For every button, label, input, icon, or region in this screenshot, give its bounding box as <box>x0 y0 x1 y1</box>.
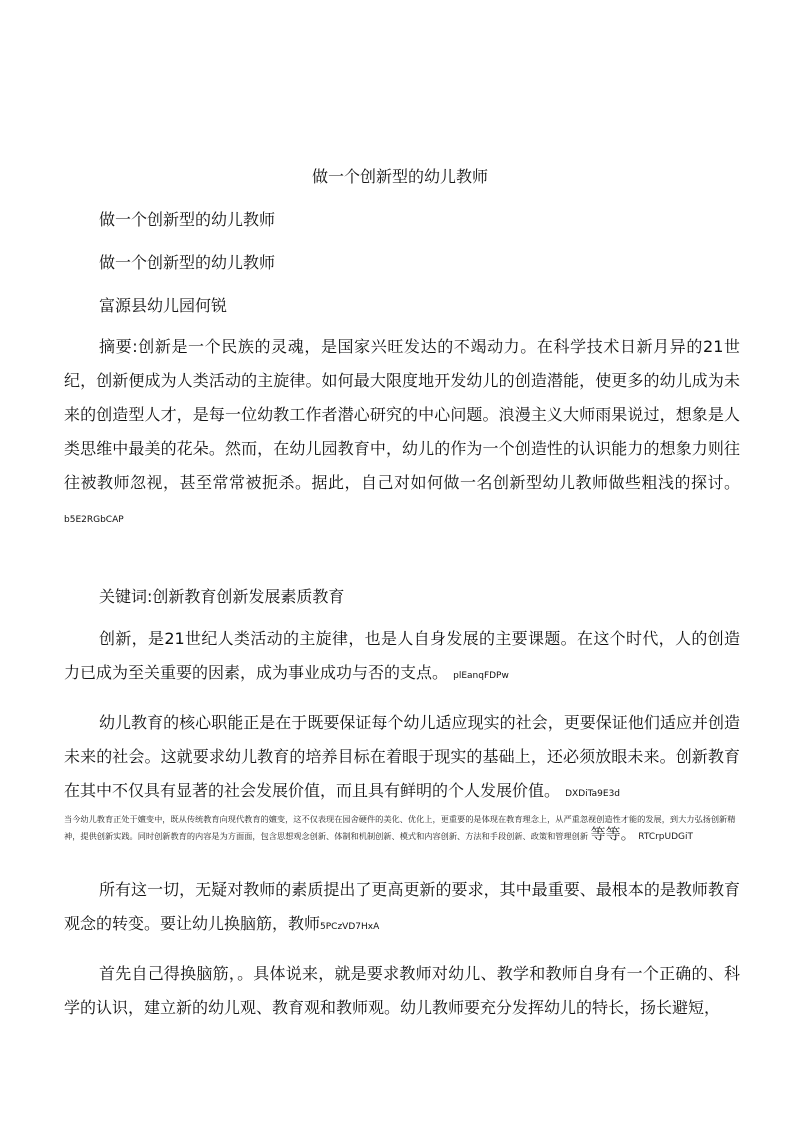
paragraph-4-text: 首先自己得换脑筋，。具体说来，就是要求教师对幼儿、教学和教师自身有一个正确的、科学的认识，建立新的幼儿观、教育观和教师观。幼儿教师要充分发挥幼儿的特长，扬长避短， <box>64 964 740 1017</box>
paragraph-3-tag: 5PCzVD7HxA <box>320 922 380 932</box>
paragraph-2-text: 幼儿教育的核心职能正是在于既要保证每个幼儿适应现实的社会，更要保证他们适应并创造未来的社会。这就要求幼儿教育的培养目标在着眼于现实的基础上，还必须放眼未来。创新教育在其中不仅具有显著的社会发展价值，而且具有鲜明的个人发展价值。 <box>64 713 740 800</box>
document-title: 做一个创新型的幼儿教师 <box>311 167 488 186</box>
keywords-line: 关键词:创新教育创新发展素质教育 <box>99 587 345 606</box>
abstract-tag: b5E2RGbCAP <box>64 515 124 525</box>
abstract-text: 摘要:创新是一个民族的灵魂，是国家兴旺发达的不竭动力。在科学技术日新月异的21世纪，创新便成为人类活动的主旋律。如何最大限度地开发幼儿的创造潜能，使更多的幼儿成为未来的创造型人才，是每一位幼教工作者潜心研究的中心问题。浪漫主义大师雨果说过，想象是人类思维中最美的花朵。然而，在幼儿园教育中，幼儿的作为一个创造性的认识能力的想象力则往往被教师忽视，甚至常常被扼杀。据此，自己对如何做一名创新型幼儿教师做些粗浅的探讨。 <box>64 337 740 492</box>
paragraph-3-text: 所有这一切，无疑对教师的素质提出了更高更新的要求，其中最重要、最根本的是教师教育观念的转变。要让幼儿换脑筋，教师 <box>64 880 740 933</box>
note-tag: RTCrpUDGiT <box>638 832 694 842</box>
paragraph-2-tag: DXDiTa9E3d <box>565 789 621 799</box>
paragraph-3 <box>64 873 740 944</box>
paragraph-1-tag: plEanqFDPw <box>453 671 509 681</box>
heading-2: 做一个创新型的幼儿教师 <box>99 253 276 272</box>
heading-1: 做一个创新型的幼儿教师 <box>99 210 276 229</box>
paragraph-2 <box>64 706 740 811</box>
paragraph-1-text: 创新，是21世纪人类活动的主旋律，也是人自身发展的主要课题。在这个时代，人的创造力已成为至关重要的因素，成为事业成功与否的支点。 <box>64 629 740 682</box>
paragraph-4 <box>64 957 740 1025</box>
inline-note <box>64 812 740 845</box>
author-line: 富源县幼儿园何锐 <box>99 296 228 315</box>
abstract-paragraph <box>64 330 740 537</box>
note-text: 当今幼儿教育正处于嬗变中，既从传统教育向现代教育的嬗变，这不仅表现在园舍硬件的美化、优化上，更重要的是体现在教育理念上，从严重忽视创造性才能的发展，到大力弘扬创新精神，提供创新实践。同时创新教育的内容是为方面面，包含思想观念创新、体制和机制创新、模式和内容创新、方法和手段创新、政策和管理创新 <box>64 814 736 841</box>
note-end: 等等。 <box>590 825 636 843</box>
paragraph-1 <box>64 622 740 693</box>
